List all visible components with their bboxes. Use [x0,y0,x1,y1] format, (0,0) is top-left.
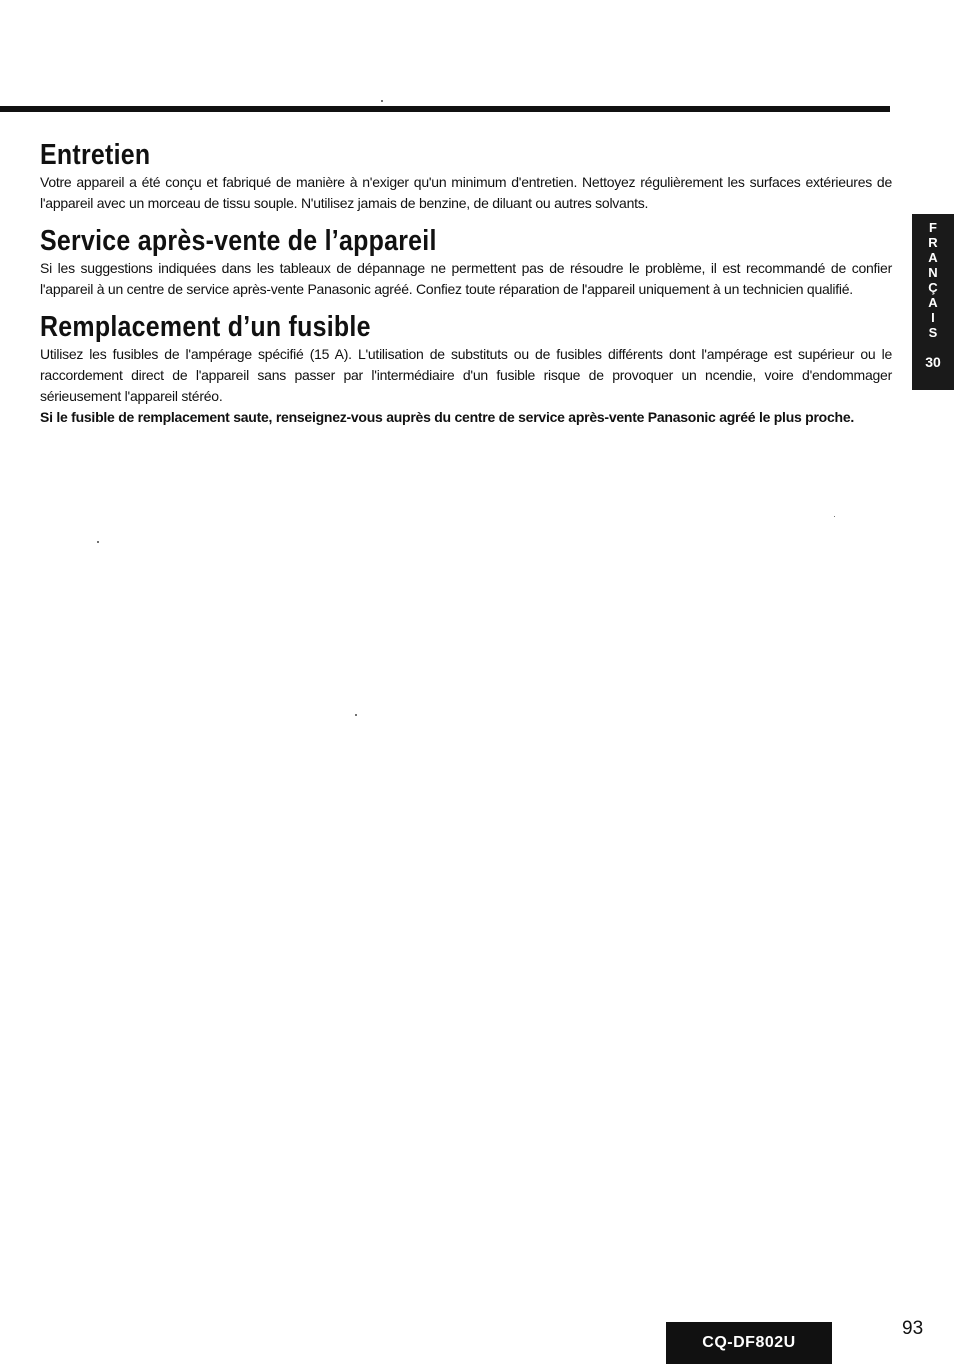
section-title: Entretien [40,139,151,171]
section-service [40,224,892,300]
scan-speck [355,714,357,716]
language-tab-page: 30 [925,354,941,370]
scan-speck [834,516,835,517]
language-letter: S [928,325,938,340]
scan-speck [97,541,99,543]
section-title: Remplacement d’un fusible [40,311,371,343]
main-content [40,138,892,438]
language-letter: Ç [928,280,938,295]
language-letter: I [931,310,935,325]
language-tab [912,214,954,390]
scan-speck [381,100,383,102]
section-entretien [40,138,892,214]
language-letters [928,220,937,340]
language-letter: F [929,220,937,235]
language-letter: A [928,295,938,310]
language-letter: R [928,235,938,250]
section-title: Service après-vente de l’appareil [40,225,437,257]
top-rule [0,106,890,112]
model-label: CQ-DF802U [666,1322,832,1364]
language-letter: N [928,265,938,280]
section-paragraph: Votre appareil a été conçu et fabriqué de manière à n'exiger qu'un minimum d'entretien. Nettoyez régulièrement les surfaces extérieures de l'appareil avec un morceau de tissu souple. N'utilisez jamais de benzine, de diluant ou autres solvants. [40,174,892,211]
section-paragraph: Si les suggestions indiquées dans les tableaux de dépannage ne permettent pas de résoudre le problème, il est recommandé de confier l'appareil à un centre de service après-vente Panasonic agréé. Confiez toute réparation de l'appareil uniquement à un technicien qualifié. [40,260,892,297]
section-paragraph: Utilisez les fusibles de l'ampérage spécifié (15 A). L'utilisation de substituts ou de fusibles différents dont l'ampérage est supérieur ou le raccordement direct de l'appareil sans passer par l'intermédiaire d'un fusible risque de provoquer un ncendie, voire d'endommager sérieusement l'appareil stéréo. [40,346,892,404]
language-letter: A [928,250,938,265]
page-number: 93 [902,1318,924,1339]
warning-paragraph: Si le fusible de remplacement saute, renseignez-vous auprès du centre de service après-vente Panasonic agréé le plus proche. [40,409,854,425]
section-fusible [40,310,892,428]
